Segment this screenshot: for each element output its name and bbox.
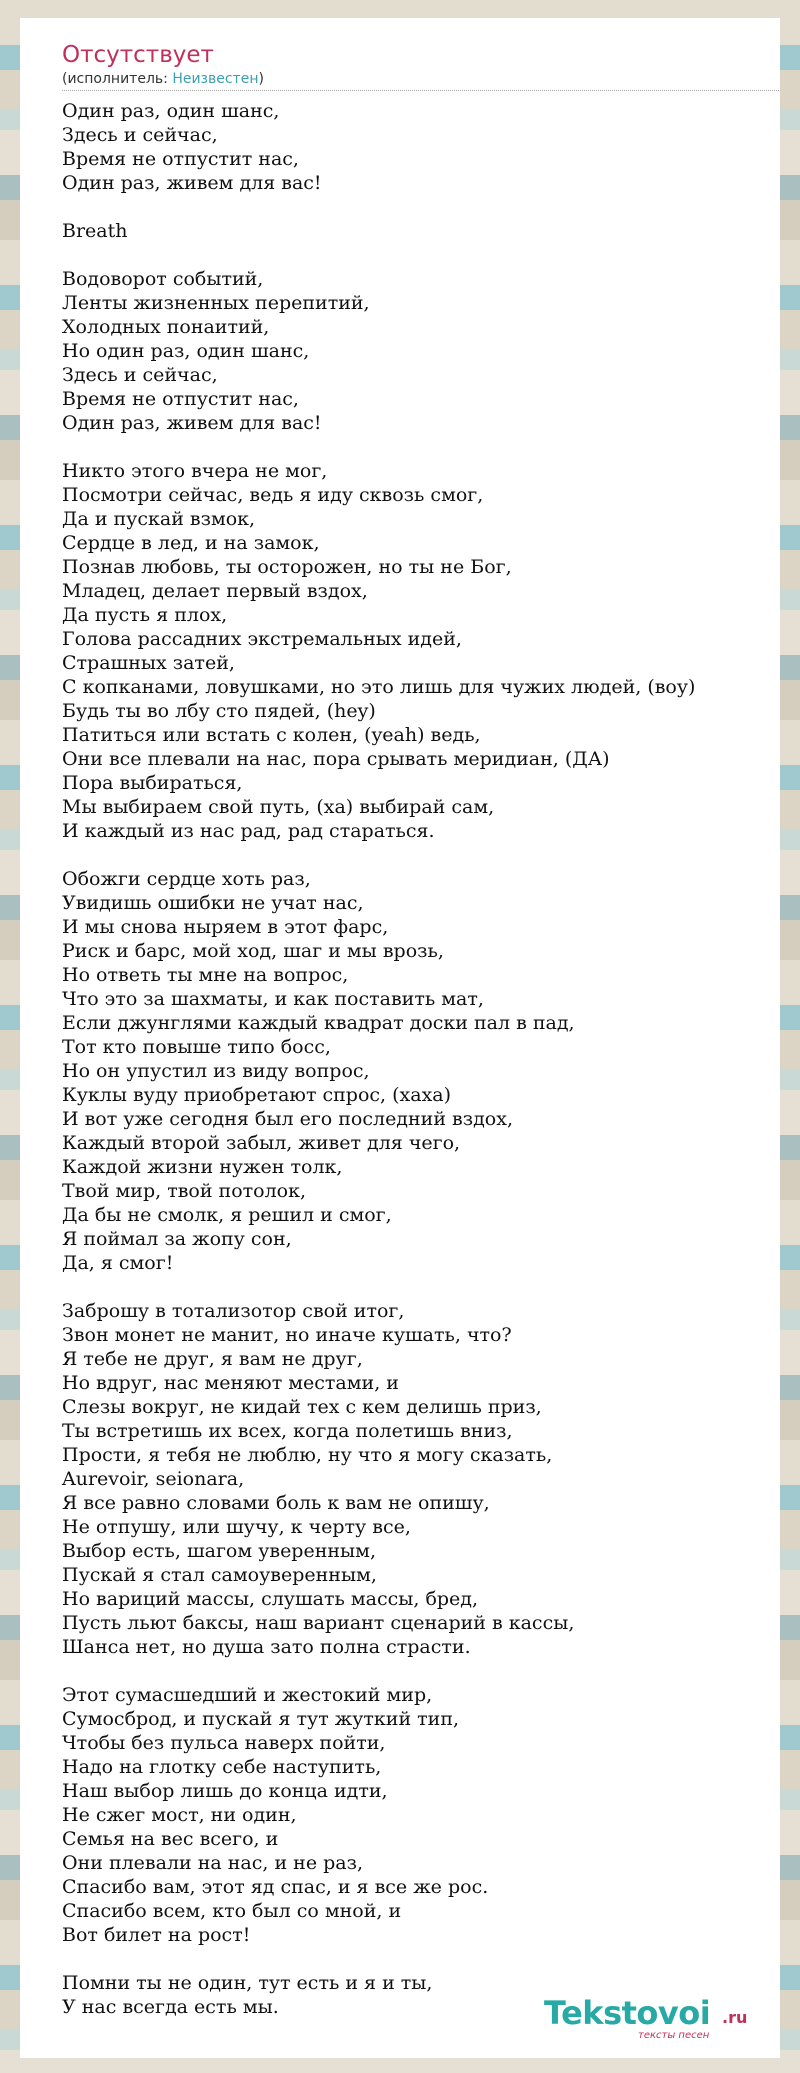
lyrics-card xyxy=(20,18,780,2058)
logo-wordmark: Tekstovoi xyxy=(544,1994,711,2032)
logo-tagline: тексты песен xyxy=(638,2030,710,2041)
lyrics-text: Один раз, один шанс, Здесь и сейчас, Время не отпустит нас, Один раз, живем для вас! Breath Водоворот событий, Ленты жизненных перепитий, Холодных понаитий, Но один раз, один шанс, Здесь и сейчас, Время не отпустит нас, Один раз, живем для вас! Никто этого вчера не мог, Посмотри сейчас, ведь я иду сквозь смог, Да и пускай взмок, Сердце в лед, и на замок, Познав любовь, ты осторожен, но ты не Бог, Младец, делает первый вздох, Да пусть я плох, Голова рассадних экстремальных идей, Страшных затей, С копканами, ловушками, но это лишь для чужих людей, (воу) Будь ты во лбу сто пядей, (hey) Патиться или встать с колен, (yeah) ведь, Они все плевали на нас, пора срывать меридиан, (ДА) Пора выбираться, Мы выбираем свой путь, (ха) выбирай сам, И каждый из нас рад, рад стараться. Обожги сердце хоть раз, Увидишь ошибки не учат нас, И мы снова ныряем в этот фарс, Риск и барс, мой ход, шаг и мы врозь, Но ответь ты мне на вопрос, Что это за шахматы, и как поставить мат, Если джунглями каждый квадрат доски пал в пад, Тот кто повыше типо босс, Но он упустил из виду вопрос, Куклы вуду приобретают спрос, (хаха) И вот уже сегодня был его последний вздох, Каждый второй забыл, живет для чего, Каждой жизни нужен толк, Твой мир, твой потолок, Да бы не смолк, я решил и смог, Я поймал за жопу сон, Да, я смог! Заброшу в тотализотор свой итог, Звон монет не манит, но иначе кушать, что? Я тебе не друг, я вам не друг, Но вдруг, нас меняют местами, и Слезы вокруг, не кидай тех с кем делишь приз, Ты встретишь их всех, когда полетишь вниз, Прости, я тебя не люблю, ну что я могу сказать, Aurevoir, seionara, Я все равно словами боль к вам не опишу, Не отпушу, или шучу, к черту все, Выбор есть, шагом уверенным, Пускай я стал самоуверенным, Но вариций массы, слушать массы, бред, Пусть льют баксы, наш вариант сценарий в кассы, Шанса нет, но душа зато полна страсти. Этот сумасшедший и жестокий мир, Сумосброд, и пускай я тут жуткий тип, Чтобы без пульса наверх пойти, Надо на глотку себе наступить, Наш выбор лишь до конца идти, Не сжег мост, ни один, Семья на вес всего, и Они плевали на нас, и не раз, Спасибо вам, этот яд спас, и я все же рос. Спасибо всем, кто был со мной, и Вот билет на рост! Помни ты не один, тут есть и я и ты, У нас всегда есть мы. xyxy=(62,100,696,2018)
site-logo[interactable] xyxy=(544,1994,754,2040)
performer-suffix: ) xyxy=(258,71,264,87)
performer-link[interactable]: Неизвестен xyxy=(172,71,259,87)
performer-prefix: (исполнитель: xyxy=(62,71,173,87)
performer-line xyxy=(62,70,758,88)
logo-tld: .ru xyxy=(722,2008,748,2027)
title-divider xyxy=(62,90,779,91)
song-title: Отсутствует xyxy=(62,42,214,68)
